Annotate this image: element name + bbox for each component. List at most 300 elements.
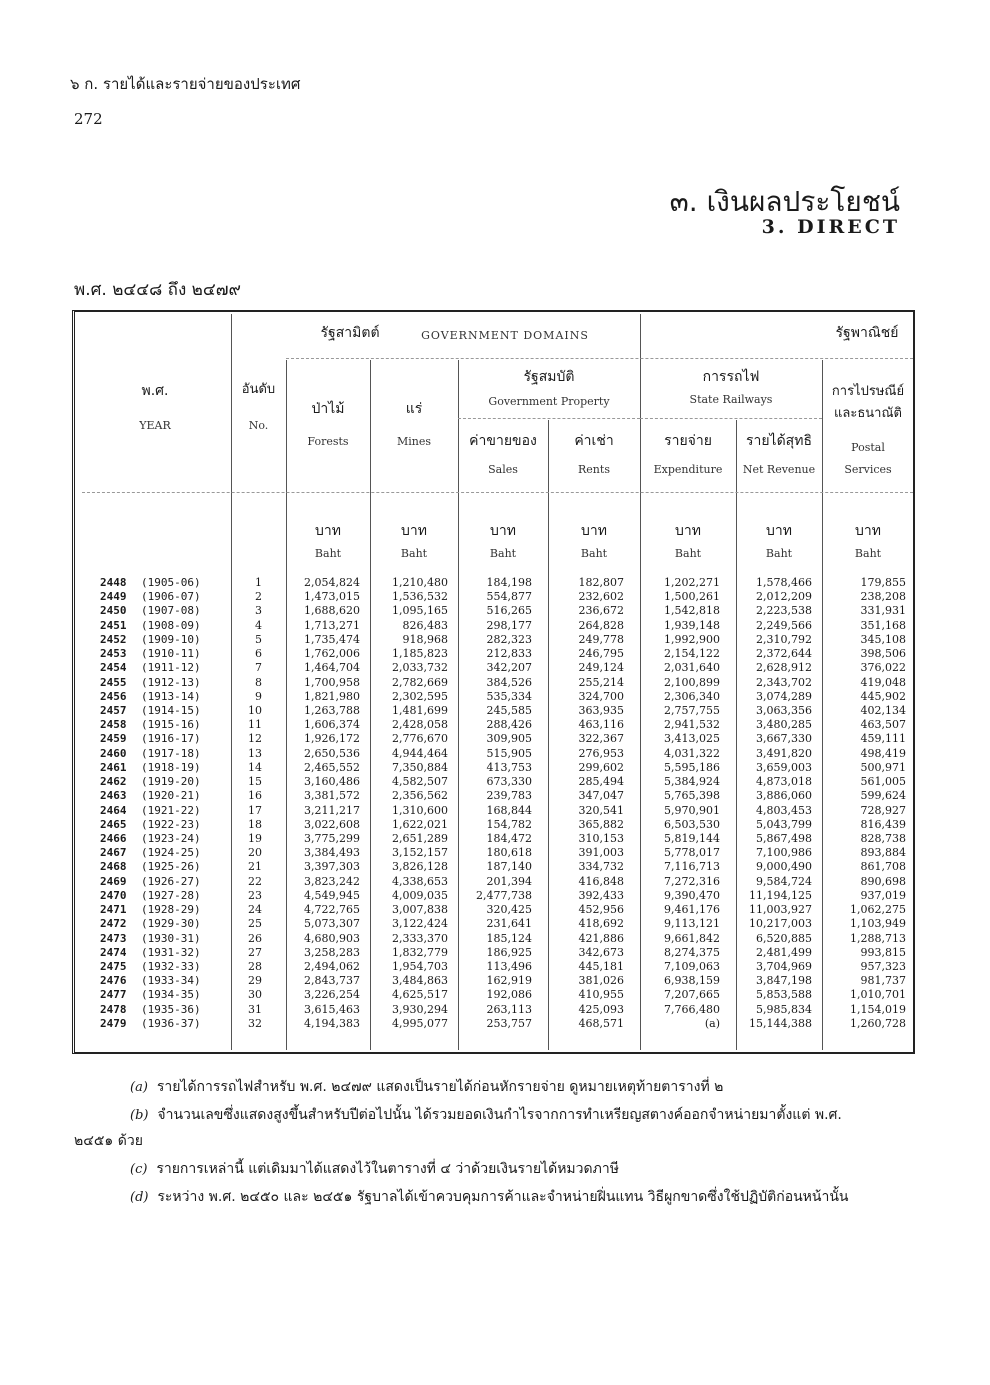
cell-postal: 345,108	[860, 632, 906, 646]
cell-ce: (1911-12)	[141, 661, 201, 675]
cell-rents: 182,807	[578, 576, 624, 589]
cell-net: 3,667,330	[756, 732, 812, 746]
cell-rents: 468,571	[578, 1016, 624, 1030]
table-row	[0, 776, 990, 788]
cell-exp: 2,154,122	[664, 647, 720, 661]
cell-postal: 498,419	[860, 746, 906, 760]
unit-th: บาท	[490, 523, 516, 539]
cell-forests: 4,194,383	[304, 1016, 360, 1030]
cell-mines: 1,832,779	[392, 945, 448, 959]
cell-net: 3,063,356	[756, 703, 812, 717]
header-rule	[640, 418, 822, 419]
cell-exp: 6,938,159	[664, 974, 720, 988]
cell-forests: 2,054,824	[304, 576, 360, 589]
cell-postal: 376,022	[860, 661, 906, 675]
cell-net: 3,659,003	[756, 760, 812, 774]
cell-rents: 255,214	[578, 675, 624, 689]
cell-net: 10,217,003	[749, 917, 812, 931]
cell-net: 2,310,792	[756, 632, 812, 646]
cell-postal: 500,971	[860, 760, 906, 774]
cell-postal: 351,168	[860, 618, 906, 632]
cell-forests: 1,713,271	[304, 618, 360, 632]
cell-exp: 7,109,063	[664, 959, 720, 973]
cell-ce: (1907-08)	[141, 604, 201, 618]
cell-mines: 4,009,035	[392, 888, 448, 902]
note-c	[130, 1158, 619, 1180]
cell-sales: 298,177	[486, 618, 532, 632]
cell-exp: (a)	[704, 1016, 720, 1030]
cell-ce: (1931-32)	[141, 945, 201, 959]
group-comm-th: รัฐพาณิชย์	[835, 325, 899, 341]
cell-mines: 918,968	[402, 632, 448, 646]
cell-no: 3	[255, 604, 262, 618]
cell-ce: (1935-36)	[141, 1002, 201, 1016]
cell-mines: 1,481,699	[392, 703, 448, 717]
table-row	[0, 861, 990, 873]
cell-rents: 452,956	[578, 903, 624, 917]
cell-rents: 236,672	[578, 604, 624, 618]
cell-postal: 331,931	[860, 604, 906, 618]
cell-postal: 445,902	[860, 689, 906, 703]
cell-no: 10	[248, 703, 262, 717]
cell-postal: 861,708	[860, 860, 906, 874]
cell-postal: 816,439	[860, 817, 906, 831]
unit-en: Baht	[854, 547, 882, 560]
cell-forests: 1,473,015	[304, 590, 360, 604]
netrev-en: Net Revenue	[742, 463, 816, 476]
cell-postal: 599,624	[860, 789, 906, 803]
cell-sales: 342,207	[486, 661, 532, 675]
cell-postal: 1,010,701	[850, 988, 906, 1002]
cell-exp: 5,384,924	[664, 775, 720, 789]
cell-rents: 418,692	[578, 917, 624, 931]
cell-be: 2462	[100, 775, 127, 789]
cell-rents: 381,026	[578, 974, 624, 988]
cell-net: 11,194,125	[749, 888, 812, 902]
cell-postal: 828,738	[860, 831, 906, 845]
cell-no: 19	[248, 831, 262, 845]
cell-mines: 4,995,077	[392, 1016, 448, 1030]
cell-be: 2449	[100, 590, 127, 604]
cell-forests: 3,823,242	[304, 874, 360, 888]
cell-sales: 515,905	[486, 746, 532, 760]
cell-net: 15,144,388	[749, 1016, 812, 1030]
cell-mines: 2,302,595	[392, 689, 448, 703]
cell-postal: 463,507	[860, 718, 906, 732]
postal-th-2: และธนาณัติ	[834, 406, 902, 421]
cell-sales: 168,844	[486, 803, 532, 817]
cell-mines: 3,007,838	[392, 903, 448, 917]
unit-en: Baht	[400, 547, 428, 560]
cell-ce: (1914-15)	[141, 703, 201, 717]
cell-ce: (1919-20)	[141, 775, 201, 789]
unit-th: บาท	[855, 523, 881, 539]
cell-be: 2469	[100, 874, 127, 888]
cell-sales: 309,905	[486, 732, 532, 746]
year-en: YEAR	[139, 419, 171, 432]
cell-net: 2,343,702	[756, 675, 812, 689]
cell-rents: 342,673	[578, 945, 624, 959]
cell-rents: 392,433	[578, 888, 624, 902]
cell-no: 20	[248, 846, 262, 860]
cell-postal: 728,927	[860, 803, 906, 817]
cell-sales: 154,782	[486, 817, 532, 831]
cell-ce: (1934-35)	[141, 988, 201, 1002]
header-rule	[458, 418, 640, 419]
cell-be: 2455	[100, 675, 127, 689]
cell-no: 2	[255, 590, 262, 604]
cell-mines: 3,930,294	[392, 1002, 448, 1016]
cell-sales: 320,425	[486, 903, 532, 917]
cell-exp: 2,757,755	[664, 703, 720, 717]
cell-ce: (1929-30)	[141, 917, 201, 931]
cell-rents: 416,848	[578, 874, 624, 888]
table-row	[0, 733, 990, 745]
cell-mines: 4,625,517	[392, 988, 448, 1002]
cell-be: 2467	[100, 846, 127, 860]
cell-net: 7,100,986	[756, 846, 812, 860]
cell-mines: 3,152,157	[392, 846, 448, 860]
cell-net: 2,628,912	[756, 661, 812, 675]
cell-mines: 1,210,480	[392, 576, 448, 589]
cell-rents: 322,367	[578, 732, 624, 746]
cell-be: 2450	[100, 604, 127, 618]
cell-no: 1	[255, 576, 262, 589]
table-row	[0, 577, 990, 589]
cell-mines: 4,944,464	[392, 746, 448, 760]
property-th: รัฐสมบัติ	[523, 369, 575, 385]
cell-mines: 4,582,507	[392, 775, 448, 789]
cell-sales: 180,618	[486, 846, 532, 860]
cell-be: 2475	[100, 959, 127, 973]
cell-ce: (1927-28)	[141, 888, 201, 902]
table-row	[0, 805, 990, 817]
postal-th-1: การไปรษณีย์	[831, 384, 905, 399]
table-row	[0, 705, 990, 717]
cell-mines: 2,356,562	[392, 789, 448, 803]
cell-be: 2453	[100, 647, 127, 661]
cell-sales: 212,833	[486, 647, 532, 661]
note-mark: (c)	[130, 1162, 148, 1177]
cell-ce: (1924-25)	[141, 846, 201, 860]
table-row	[0, 691, 990, 703]
cell-mines: 1,185,823	[392, 647, 448, 661]
table-row	[0, 975, 990, 987]
table-row	[0, 819, 990, 831]
rents-en: Rents	[578, 463, 610, 476]
cell-forests: 2,465,552	[304, 760, 360, 774]
cell-forests: 3,381,572	[304, 789, 360, 803]
cell-no: 18	[248, 817, 262, 831]
forests-en: Forests	[307, 435, 349, 448]
cell-postal: 1,103,949	[850, 917, 906, 931]
cell-mines: 3,484,863	[392, 974, 448, 988]
cell-rents: 320,541	[578, 803, 624, 817]
cell-mines: 1,095,165	[392, 604, 448, 618]
cell-sales: 245,585	[486, 703, 532, 717]
cell-postal: 1,154,019	[850, 1002, 906, 1016]
cell-forests: 1,688,620	[304, 604, 360, 618]
cell-forests: 1,926,172	[304, 732, 360, 746]
cell-net: 2,012,209	[756, 590, 812, 604]
cell-mines: 2,651,289	[392, 831, 448, 845]
cell-rents: 249,124	[578, 661, 624, 675]
cell-sales: 263,113	[486, 1002, 532, 1016]
table-row	[0, 748, 990, 760]
cell-postal: 561,005	[860, 775, 906, 789]
cell-net: 5,853,588	[756, 988, 812, 1002]
unit-th: บาท	[581, 523, 607, 539]
cell-rents: 324,700	[578, 689, 624, 703]
cell-no: 29	[248, 974, 262, 988]
cell-rents: 285,494	[578, 775, 624, 789]
cell-no: 12	[248, 732, 262, 746]
cell-no: 13	[248, 746, 262, 760]
cell-be: 2452	[100, 632, 127, 646]
cell-exp: 6,503,530	[664, 817, 720, 831]
cell-postal: 957,323	[860, 959, 906, 973]
cell-be: 2464	[100, 803, 127, 817]
cell-mines: 2,033,732	[392, 661, 448, 675]
cell-ce: (1922-23)	[141, 817, 201, 831]
cell-ce: (1912-13)	[141, 675, 201, 689]
cell-no: 15	[248, 775, 262, 789]
cell-no: 26	[248, 931, 262, 945]
cell-sales: 282,323	[486, 632, 532, 646]
cell-ce: (1932-33)	[141, 959, 201, 973]
header-rule	[286, 358, 913, 359]
cell-mines: 3,826,128	[392, 860, 448, 874]
cell-sales: 384,526	[486, 675, 532, 689]
cell-rents: 232,602	[578, 590, 624, 604]
cell-net: 3,847,198	[756, 974, 812, 988]
railways-th: การรถไฟ	[702, 369, 760, 385]
table-row	[0, 989, 990, 1001]
cell-rents: 246,795	[578, 647, 624, 661]
cell-be: 2479	[100, 1016, 127, 1030]
property-en: Government Property	[488, 395, 610, 408]
cell-forests: 4,680,903	[304, 931, 360, 945]
cell-ce: (1913-14)	[141, 689, 201, 703]
cell-rents: 299,602	[578, 760, 624, 774]
cell-sales: 239,783	[486, 789, 532, 803]
cell-exp: 1,542,818	[664, 604, 720, 618]
expenditure-en: Expenditure	[653, 463, 723, 476]
table-row	[0, 634, 990, 646]
cell-sales: 184,198	[486, 576, 532, 589]
cell-net: 2,372,644	[756, 647, 812, 661]
cell-mines: 1,310,600	[392, 803, 448, 817]
table-row	[0, 648, 990, 660]
cell-forests: 1,263,788	[304, 703, 360, 717]
cell-net: 6,520,885	[756, 931, 812, 945]
cell-sales: 535,334	[486, 689, 532, 703]
note-mark: (d)	[130, 1190, 149, 1205]
cell-ce: (1921-22)	[141, 803, 201, 817]
title-english: 3. DIRECT	[761, 216, 900, 238]
cell-forests: 3,397,303	[304, 860, 360, 874]
cell-be: 2474	[100, 945, 127, 959]
table-row	[0, 605, 990, 617]
cell-forests: 1,821,980	[304, 689, 360, 703]
period-label: พ.ศ. ๒๔๔๘ ถึง ๒๔๗๙	[74, 280, 241, 300]
mines-en: Mines	[396, 435, 432, 448]
cell-forests: 2,494,062	[304, 959, 360, 973]
cell-postal: 1,260,728	[850, 1016, 906, 1030]
netrev-th: รายได้สุทธิ	[745, 433, 813, 449]
note-a	[130, 1076, 723, 1098]
table-row	[0, 662, 990, 674]
table-row	[0, 918, 990, 930]
unit-en: Baht	[674, 547, 702, 560]
cell-sales: 516,265	[486, 604, 532, 618]
cell-exp: 5,778,017	[664, 846, 720, 860]
railways-en: State Railways	[689, 393, 773, 406]
cell-ce: (1925-26)	[141, 860, 201, 874]
cell-no: 7	[255, 661, 262, 675]
table-row	[0, 833, 990, 845]
cell-be: 2476	[100, 974, 127, 988]
cell-net: 1,578,466	[756, 576, 812, 589]
unit-en: Baht	[314, 547, 342, 560]
cell-be: 2471	[100, 903, 127, 917]
cell-mines: 2,782,669	[392, 675, 448, 689]
cell-mines: 1,622,021	[392, 817, 448, 831]
cell-be: 2478	[100, 1002, 127, 1016]
cell-exp: 2,941,532	[664, 718, 720, 732]
cell-forests: 3,258,283	[304, 945, 360, 959]
cell-forests: 3,022,608	[304, 817, 360, 831]
cell-forests: 4,549,945	[304, 888, 360, 902]
cell-rents: 445,181	[578, 959, 624, 973]
note-text: รายการเหล่านี้ แต่เดิมมาได้แสดงไว้ในตารางที่ ๔ ว่าด้วยเงินรายได้หมวดภาษี	[156, 1161, 619, 1177]
cell-forests: 3,775,299	[304, 831, 360, 845]
cell-exp: 1,500,261	[664, 590, 720, 604]
cell-no: 4	[255, 618, 262, 632]
cell-rents: 425,093	[578, 1002, 624, 1016]
table-row	[0, 947, 990, 959]
cell-exp: 2,306,340	[664, 689, 720, 703]
cell-forests: 1,735,474	[304, 632, 360, 646]
cell-no: 5	[255, 632, 262, 646]
table-row	[0, 762, 990, 774]
cell-net: 5,867,498	[756, 831, 812, 845]
cell-ce: (1908-09)	[141, 618, 201, 632]
cell-mines: 826,483	[402, 618, 448, 632]
cell-exp: 4,031,322	[664, 746, 720, 760]
cell-exp: 1,202,271	[664, 576, 720, 589]
cell-exp: 5,819,144	[664, 831, 720, 845]
cell-rents: 347,047	[578, 789, 624, 803]
cell-no: 16	[248, 789, 262, 803]
cell-forests: 3,226,254	[304, 988, 360, 1002]
cell-sales: 192,086	[486, 988, 532, 1002]
cell-forests: 3,615,463	[304, 1002, 360, 1016]
cell-exp: 5,970,901	[664, 803, 720, 817]
cell-net: 11,003,927	[749, 903, 812, 917]
cell-no: 23	[248, 888, 262, 902]
cell-be: 2451	[100, 618, 127, 632]
cell-rents: 391,003	[578, 846, 624, 860]
cell-sales: 253,757	[486, 1016, 532, 1030]
cell-exp: 7,207,665	[664, 988, 720, 1002]
cell-mines: 1,536,532	[392, 590, 448, 604]
cell-sales: 231,641	[486, 917, 532, 931]
table-row	[0, 1018, 990, 1030]
cell-be: 2458	[100, 718, 127, 732]
note-d	[130, 1186, 848, 1208]
cell-no: 14	[248, 760, 262, 774]
cell-net: 4,803,453	[756, 803, 812, 817]
cell-mines: 4,338,653	[392, 874, 448, 888]
cell-postal: 459,111	[860, 732, 906, 746]
cell-postal: 419,048	[860, 675, 906, 689]
cell-be: 2470	[100, 888, 127, 902]
sales-th: ค่าขายของ	[469, 433, 537, 449]
cell-be: 2473	[100, 931, 127, 945]
cell-net: 2,481,499	[756, 945, 812, 959]
cell-postal: 981,737	[860, 974, 906, 988]
rents-th: ค่าเช่า	[574, 433, 614, 449]
cell-rents: 365,882	[578, 817, 624, 831]
cell-net: 3,704,969	[756, 959, 812, 973]
cell-rents: 421,886	[578, 931, 624, 945]
cell-mines: 7,350,884	[392, 760, 448, 774]
cell-rents: 249,778	[578, 632, 624, 646]
cell-no: 9	[255, 689, 262, 703]
cell-forests: 3,211,217	[304, 803, 360, 817]
cell-net: 9,000,490	[756, 860, 812, 874]
unit-th: บาท	[675, 523, 701, 539]
cell-no: 21	[248, 860, 262, 874]
cell-rents: 463,116	[578, 718, 624, 732]
cell-exp: 7,766,480	[664, 1002, 720, 1016]
cell-forests: 1,606,374	[304, 718, 360, 732]
cell-ce: (1917-18)	[141, 746, 201, 760]
cell-ce: (1920-21)	[141, 789, 201, 803]
cell-net: 4,873,018	[756, 775, 812, 789]
unit-th: บาท	[401, 523, 427, 539]
cell-postal: 890,698	[860, 874, 906, 888]
cell-exp: 2,031,640	[664, 661, 720, 675]
postal-en-2: Services	[844, 463, 892, 476]
cell-no: 8	[255, 675, 262, 689]
cell-be: 2472	[100, 917, 127, 931]
cell-rents: 363,935	[578, 703, 624, 717]
cell-sales: 2,477,738	[476, 888, 532, 902]
cell-postal: 398,506	[860, 647, 906, 661]
cell-rents: 334,732	[578, 860, 624, 874]
cell-net: 3,074,289	[756, 689, 812, 703]
cell-no: 32	[248, 1016, 262, 1030]
cell-ce: (1916-17)	[141, 732, 201, 746]
cell-forests: 1,700,958	[304, 675, 360, 689]
group-gov-en: GOVERNMENT DOMAINS	[421, 329, 589, 342]
cell-rents: 276,953	[578, 746, 624, 760]
table-row	[0, 719, 990, 731]
cell-no: 22	[248, 874, 262, 888]
cell-sales: 186,925	[486, 945, 532, 959]
header-rule	[82, 492, 913, 493]
postal-en: Postal	[851, 441, 885, 454]
table-row	[0, 677, 990, 689]
cell-ce: (1928-29)	[141, 903, 201, 917]
cell-rents: 310,153	[578, 831, 624, 845]
cell-be: 2468	[100, 860, 127, 874]
cell-exp: 1,939,148	[664, 618, 720, 632]
cell-be: 2459	[100, 732, 127, 746]
note-text: รายได้การรถไฟสำหรับ พ.ศ. ๒๔๗๙ แสดงเป็นรายได้ก่อนหักรายจ่าย ดูหมายเหตุท้ายตารางที่ ๒	[156, 1079, 724, 1095]
